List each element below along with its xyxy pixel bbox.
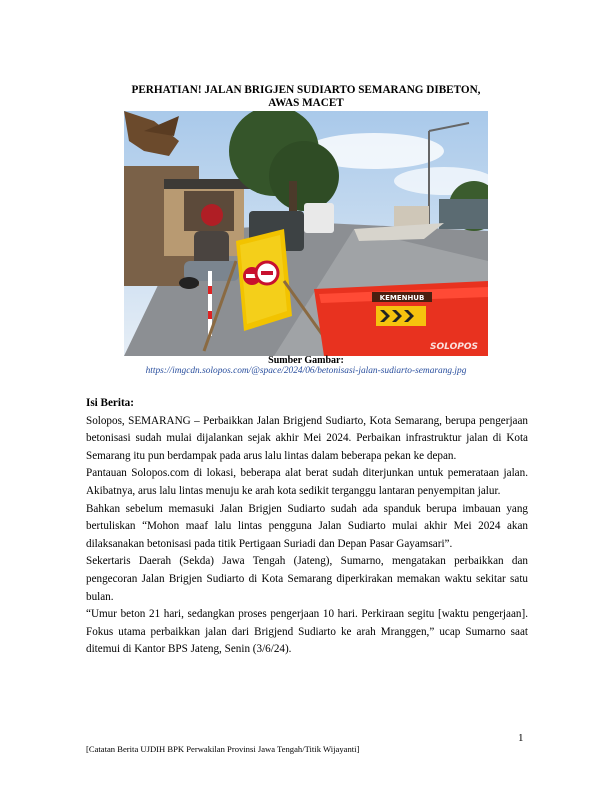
footer-note: [Catatan Berita UJDIH BPK Perwakilan Provinsi Jawa Tengah/Titik Wijayanti] (86, 744, 360, 754)
title-line-2: AWAS MACET (268, 97, 344, 109)
title-line-1: PERHATIAN! JALAN BRIGJEN SUDIARTO SEMARANG DIBETON, (131, 84, 481, 96)
paragraph-5: “Umur beton 21 hari, sedangkan proses pengerjaan 10 hari. Perkiraan segitu [waktu pengerjaan]. Fokus utama perbaikkan jalan dari Brigjend Sudiarto ke arah Mranggen,” ucap Sumarno saat ditemui di Kantor BPS Jateng, Senin (3/6/24). (86, 608, 528, 656)
article-title (90, 84, 522, 110)
news-photo (124, 111, 488, 356)
page-number: 1 (518, 732, 524, 744)
caption-label: Sumber Gambar: (268, 355, 344, 366)
paragraph-1: Solopos, SEMARANG – Perbaikkan Jalan Brigjend Sudiarto, Kota Semarang, berupa pengerjaan betonisasi sudah mulai dijalankan sejak akhir Mei 2024. Perbaikan infrastruktur jalan di Kota Semarang itu pun berdampak pada arus lalu lintas dalam beberapa pekan ke depan. (86, 414, 528, 462)
caption-url[interactable]: https://imgcdn.solopos.com/@space/2024/06/betonisasi-jalan-sudiarto-semarang.jpg (145, 366, 467, 376)
article-body (86, 395, 528, 659)
section-heading: Isi Berita: (86, 397, 134, 409)
paragraph-2: Pantauan Solopos.com di lokasi, beberapa alat berat sudah diterjunkan untuk pemerataan jalan. Akibatnya, arus lalu lintas menuju ke arah kota sedikit terganggu lantaran penyempitan jalur. (86, 467, 528, 497)
paragraph-3: Bahkan sebelum memasuki Jalan Brigjen Sudiarto sudah ada spanduk berupa imbauan yang bertuliskan “Mohon maaf lalu lintas pengguna Jalan Sudiarto mulai akhir Mei 2024 akan dilaksanakan betonisasi pada titik Pertigaan Suriadi dan Depan Pasar Gayamsari”. (86, 502, 528, 550)
sign-text: KEMENHUB (379, 294, 425, 302)
paragraph-4: Sekertaris Daerah (Sekda) Jawa Tengah (Jateng), Sumarno, mengatakan perbaikkan dan pengecoran Jalan Brigjen Sudiarto di Kota Semarang diperkirakan memakan waktu sekitar satu bulan. (86, 555, 528, 603)
watermark: SOLOPOS (430, 342, 478, 352)
